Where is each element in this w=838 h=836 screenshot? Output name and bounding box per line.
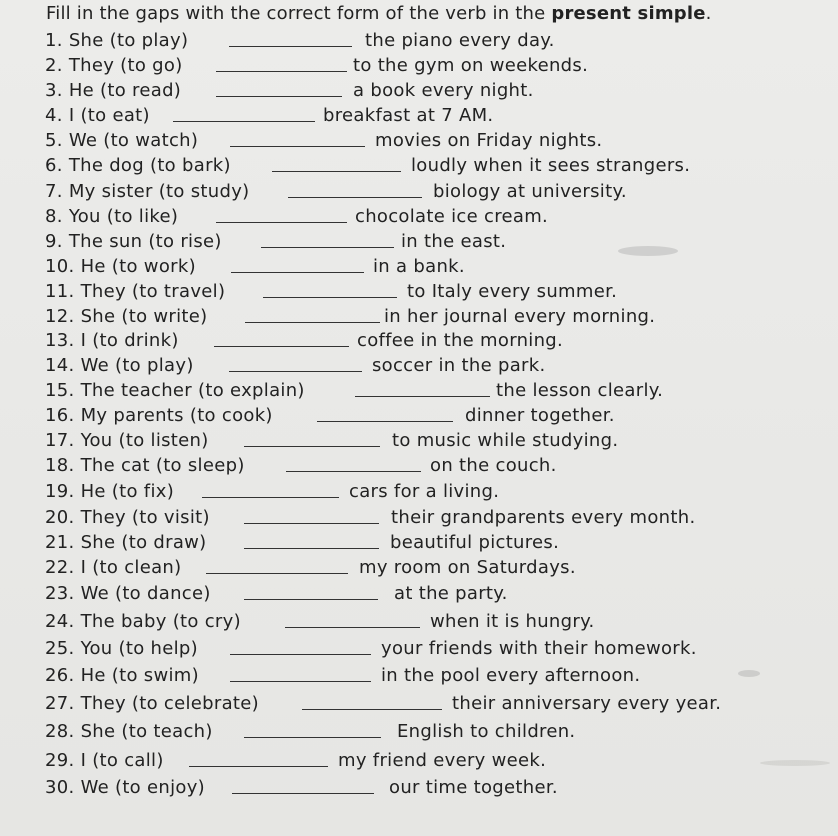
question-number: 15. xyxy=(45,380,75,401)
answer-blank[interactable] xyxy=(229,46,352,47)
question-rest: in a bank. xyxy=(373,256,465,277)
question-number: 9. xyxy=(45,231,63,252)
question-rest: to the gym on weekends. xyxy=(353,55,589,76)
question-subject: I (to eat) xyxy=(68,105,150,126)
answer-blank[interactable] xyxy=(272,171,401,172)
instructions-emphasis: present simple xyxy=(551,3,706,24)
question-item xyxy=(45,129,198,153)
question-subject: She (to play) xyxy=(68,30,189,51)
answer-blank[interactable] xyxy=(244,446,380,447)
question-rest: in the pool every afternoon. xyxy=(381,665,641,686)
question-rest: their anniversary every year. xyxy=(452,693,722,714)
question-subject: He (to fix) xyxy=(80,481,175,502)
question-subject: We (to enjoy) xyxy=(80,777,205,798)
answer-blank[interactable] xyxy=(189,766,328,767)
question-number: 21. xyxy=(45,532,75,553)
question-subject: I (to call) xyxy=(80,750,164,771)
question-item xyxy=(45,354,194,378)
question-item xyxy=(45,104,150,128)
question-rest: movies on Friday nights. xyxy=(375,130,603,151)
question-item xyxy=(45,429,209,453)
question-subject: The baby (to cry) xyxy=(80,611,241,632)
question-number: 18. xyxy=(45,455,75,476)
question-subject: They (to visit) xyxy=(80,507,210,528)
answer-blank[interactable] xyxy=(202,497,339,498)
question-subject: He (to work) xyxy=(80,256,196,277)
question-item xyxy=(45,480,174,504)
question-number: 5. xyxy=(45,130,63,151)
question-rest: their grandparents every month. xyxy=(391,507,696,528)
question-rest: cars for a living. xyxy=(349,481,500,502)
answer-blank[interactable] xyxy=(244,548,379,549)
question-number: 11. xyxy=(45,281,75,302)
question-rest: my room on Saturdays. xyxy=(359,557,576,578)
answer-blank[interactable] xyxy=(230,654,371,655)
question-item xyxy=(45,154,231,178)
question-rest: coffee in the morning. xyxy=(357,330,564,351)
question-number: 16. xyxy=(45,405,75,426)
question-subject: The dog (to bark) xyxy=(68,155,231,176)
question-item xyxy=(45,29,188,53)
paper-smudge xyxy=(618,246,678,256)
question-rest: biology at university. xyxy=(433,181,627,202)
question-subject: The sun (to rise) xyxy=(68,231,222,252)
question-rest: at the party. xyxy=(394,583,508,604)
question-subject: You (to like) xyxy=(68,206,179,227)
paper-smudge xyxy=(738,670,760,677)
question-subject: They (to celebrate) xyxy=(80,693,259,714)
question-rest: breakfast at 7 AM. xyxy=(323,105,494,126)
question-rest: in the east. xyxy=(401,231,507,252)
question-item xyxy=(45,776,205,800)
question-rest: to music while studying. xyxy=(392,430,619,451)
question-item xyxy=(45,720,213,744)
answer-blank[interactable] xyxy=(214,346,349,347)
question-subject: The teacher (to explain) xyxy=(80,380,305,401)
question-rest: the piano every day. xyxy=(365,30,555,51)
answer-blank[interactable] xyxy=(206,573,348,574)
question-subject: He (to swim) xyxy=(80,665,199,686)
question-subject: We (to dance) xyxy=(80,583,211,604)
question-subject: She (to teach) xyxy=(80,721,213,742)
answer-blank[interactable] xyxy=(261,247,394,248)
question-item xyxy=(45,664,199,688)
answer-blank[interactable] xyxy=(302,709,442,710)
question-item xyxy=(45,54,183,78)
question-number: 4. xyxy=(45,105,63,126)
question-number: 1. xyxy=(45,30,63,51)
question-number: 24. xyxy=(45,611,75,632)
question-rest: loudly when it sees strangers. xyxy=(411,155,691,176)
answer-blank[interactable] xyxy=(355,396,490,397)
question-item xyxy=(45,531,207,555)
question-number: 12. xyxy=(45,306,75,327)
answer-blank[interactable] xyxy=(230,681,371,682)
question-rest: your friends with their homework. xyxy=(381,638,697,659)
question-item xyxy=(45,404,273,428)
question-rest: my friend every week. xyxy=(338,750,547,771)
question-number: 26. xyxy=(45,665,75,686)
answer-blank[interactable] xyxy=(317,421,453,422)
question-subject: We (to watch) xyxy=(68,130,199,151)
answer-blank[interactable] xyxy=(216,222,347,223)
question-rest: when it is hungry. xyxy=(430,611,595,632)
answer-blank[interactable] xyxy=(244,523,379,524)
answer-blank[interactable] xyxy=(232,793,374,794)
answer-blank[interactable] xyxy=(216,71,347,72)
question-subject: You (to listen) xyxy=(80,430,209,451)
question-subject: The cat (to sleep) xyxy=(80,455,245,476)
question-number: 28. xyxy=(45,721,75,742)
question-number: 23. xyxy=(45,583,75,604)
question-subject: They (to travel) xyxy=(80,281,226,302)
question-number: 3. xyxy=(45,80,63,101)
question-subject: He (to read) xyxy=(68,80,182,101)
question-rest: beautiful pictures. xyxy=(390,532,560,553)
question-item xyxy=(45,305,207,329)
question-item xyxy=(45,637,198,661)
question-item xyxy=(45,506,210,530)
question-item xyxy=(45,454,245,478)
answer-blank[interactable] xyxy=(244,737,381,738)
question-number: 20. xyxy=(45,507,75,528)
question-number: 8. xyxy=(45,206,63,227)
question-item xyxy=(45,230,222,254)
question-rest: on the couch. xyxy=(430,455,557,476)
question-item xyxy=(45,556,181,580)
question-number: 17. xyxy=(45,430,75,451)
question-item xyxy=(45,692,259,716)
answer-blank[interactable] xyxy=(286,471,421,472)
question-subject: You (to help) xyxy=(80,638,198,659)
answer-blank[interactable] xyxy=(231,272,364,273)
question-number: 7. xyxy=(45,181,63,202)
question-subject: We (to play) xyxy=(80,355,194,376)
question-number: 22. xyxy=(45,557,75,578)
question-item xyxy=(45,205,178,229)
question-rest: English to children. xyxy=(397,721,576,742)
question-subject: My parents (to cook) xyxy=(80,405,273,426)
question-number: 29. xyxy=(45,750,75,771)
instructions-prefix: Fill in the gaps with the correct form of the verb in the xyxy=(46,3,552,24)
instructions xyxy=(46,2,712,26)
question-number: 27. xyxy=(45,693,75,714)
answer-blank[interactable] xyxy=(229,371,362,372)
answer-blank[interactable] xyxy=(288,197,422,198)
question-item xyxy=(45,255,196,279)
question-number: 19. xyxy=(45,481,75,502)
question-subject: She (to draw) xyxy=(80,532,207,553)
question-rest: to Italy every summer. xyxy=(407,281,618,302)
answer-blank[interactable] xyxy=(263,297,397,298)
answer-blank[interactable] xyxy=(216,96,342,97)
answer-blank[interactable] xyxy=(245,322,380,323)
question-item xyxy=(45,280,225,304)
question-item xyxy=(45,749,164,773)
question-item xyxy=(45,79,181,103)
question-subject: They (to go) xyxy=(68,55,183,76)
question-subject: I (to drink) xyxy=(80,330,179,351)
question-number: 10. xyxy=(45,256,75,277)
question-rest: the lesson clearly. xyxy=(496,380,664,401)
question-rest: a book every night. xyxy=(353,80,534,101)
question-number: 6. xyxy=(45,155,63,176)
question-rest: soccer in the park. xyxy=(372,355,546,376)
question-item xyxy=(45,610,241,634)
question-item xyxy=(45,329,179,353)
answer-blank[interactable] xyxy=(230,146,365,147)
question-subject: I (to clean) xyxy=(80,557,182,578)
paper-smudge xyxy=(760,760,830,766)
question-number: 13. xyxy=(45,330,75,351)
question-subject: My sister (to study) xyxy=(68,181,250,202)
answer-blank[interactable] xyxy=(285,627,420,628)
answer-blank[interactable] xyxy=(244,599,378,600)
question-item xyxy=(45,379,305,403)
question-rest: our time together. xyxy=(389,777,558,798)
question-item xyxy=(45,180,250,204)
question-item xyxy=(45,582,211,606)
question-rest: chocolate ice cream. xyxy=(355,206,549,227)
question-number: 2. xyxy=(45,55,63,76)
instructions-suffix: . xyxy=(705,3,712,24)
question-rest: in her journal every morning. xyxy=(384,306,656,327)
question-rest: dinner together. xyxy=(465,405,615,426)
question-number: 25. xyxy=(45,638,75,659)
answer-blank[interactable] xyxy=(173,121,315,122)
question-number: 30. xyxy=(45,777,75,798)
question-subject: She (to write) xyxy=(80,306,208,327)
question-number: 14. xyxy=(45,355,75,376)
